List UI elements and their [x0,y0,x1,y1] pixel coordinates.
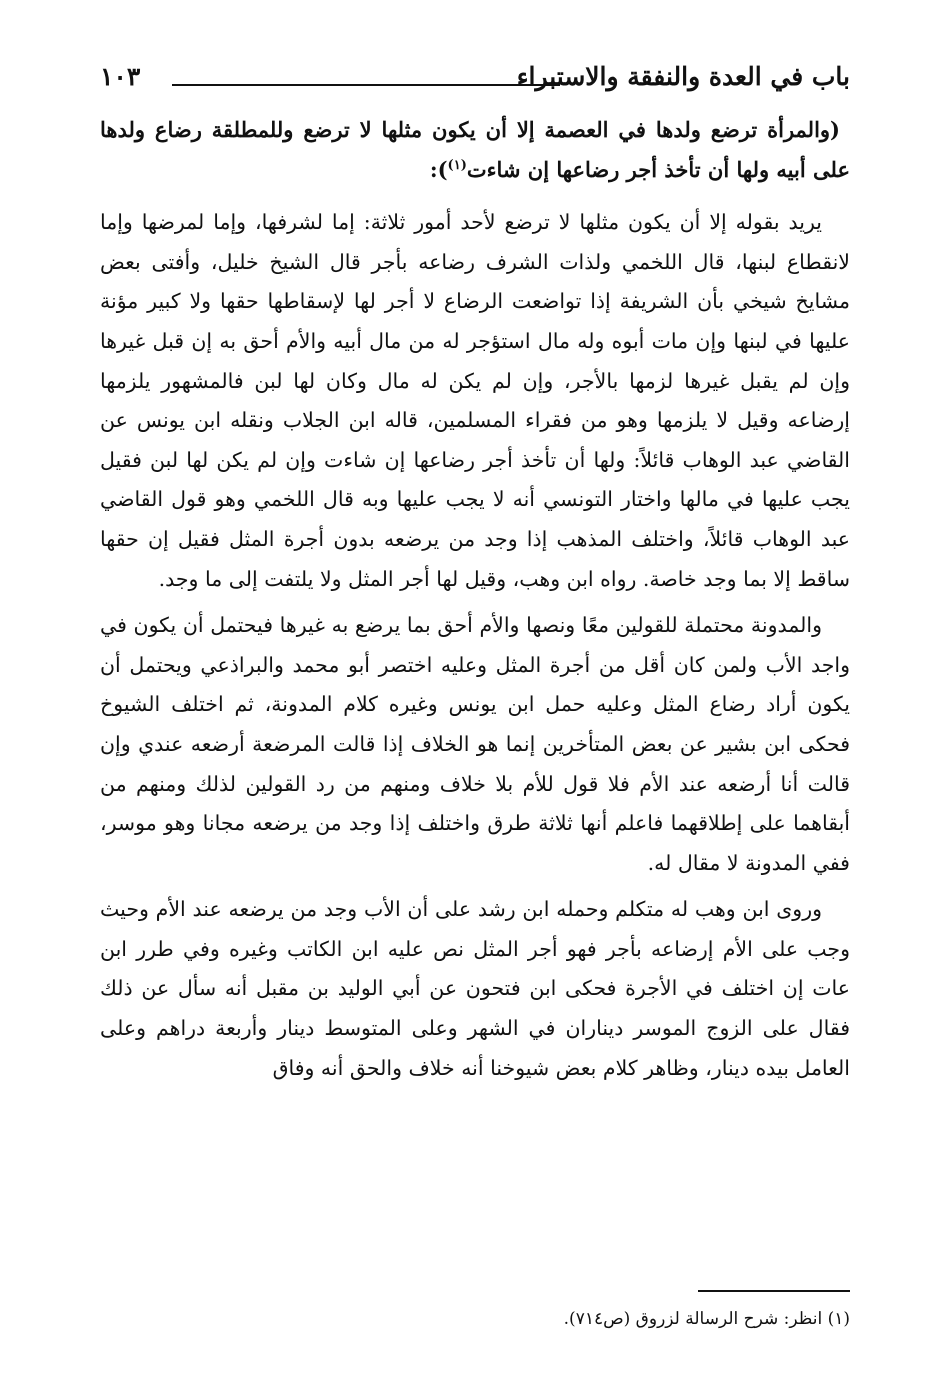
matn-text: (والمرأة ترضع ولدها في العصمة إلا أن يكون مثلها لا ترضع وللمطلقة رضاع ولدها على أبيه ولها أن تأخذ أجر رضاعها إن شاءت [100,117,850,182]
commentary-paragraph-3: وروى ابن وهب له متكلم وحمله ابن رشد على أن الأب وجد من يرضعه عند الأم وحيث وجب على الأم إرضاعه بأجر فهو أجر المثل نص عليه ابن الكاتب وغيره وفي طرر ابن عات إن اختلف في الأجرة فحكى ابن فتحون عن أبي الوليد بن مقبل أنه سأل عن ذلك فقال على الزوج الموسر ديناران في الشهر وعلى المتوسط دينار وأربعة دراهم وعلى العامل بيده دينار، وظاهر كلام بعض شيوخنا أنه خلاف والحق أنه وفاق [100,897,850,1080]
matn-paragraph [100,110,850,189]
commentary-paragraph-2: والمدونة محتملة للقولين معًا ونصها والأم أحق بما يرضع به غيرها فيحتمل أن يكون في واجد الأب ولمن كان أقل من أجرة المثل وعليه اختصر أبو محمد والبراذعي ويحتمل أن يكون أراد رضاع المثل وعليه حمل ابن يونس وغيره كلام المدونة، ثم اختلف الشيوخ فحكى ابن بشير عن بعض المتأخرين إنما هو الخلاف إذا قالت المرضعة أرضعه عندي وإن قالت أنا أرضعه عند الأم فلا قول للأم بلا خلاف ومنهم من رد القولين لذلك ومنهم من أبقاهما على إطلاقهما فاعلم أنها ثلاثة طرق واختلف إذا وجد من يرضعه مجانا وهو موسر، ففي المدونة لا مقال له. [100,613,850,875]
commentary-paragraph-1: يريد بقوله إلا أن يكون مثلها لا ترضع لأحد أمور ثلاثة: إما لشرفها، وإما لمرضها وإما لانقطاع لبنها، قال اللخمي ولذات الشرف رضاعه بأجر قال الشيخ خليل، وأفتى بعض مشايخ شيخي بأن الشريفة إذا تواضعت الرضاع لا أجر لها لإسقاطها حقها ولا كبير مؤنة عليها في لبنها وإن مات أبوه وله مال استؤجر له من مال أبيه والأم أحق به إن قبل غيرها وإن لم يقبل غيرها لزمها بالأجر، وإن لم يكن له مال وكان لها لبن فالمشهور يلزمها إرضاعه وقيل لا يلزمها وهو من فقراء المسلمين، قاله ابن الجلاب ونقله ابن يونس عن القاضي عبد الوهاب قائلاً: ولها أن تأخذ أجر رضاعها إن شاءت وإن لم يكن لها لبن فقيل يجب عليها في مالها واختار التونسي أنه لا يجب عليها وبه قال اللخمي وهو قول القاضي عبد الوهاب قائلاً، واختلف المذهب إذا وجد من يرضعه بدون أجرة المثل فقيل إن حقها ساقط إلا بما وجد خاصة. رواه ابن وهب، وقيل لها أجر المثل ولا يلتفت إلى ما وجد. [100,210,850,591]
header-rule [172,84,560,86]
footnote: (١) انظر: شرح الرسالة لزروق (ص٧١٤). [563,1309,850,1329]
running-header [100,60,850,106]
page-number: ١٠٣ [100,62,141,91]
main-text [100,110,850,1095]
footnote-separator [698,1290,850,1292]
footnote-reference: (١) [447,157,467,173]
matn-closing: ): [429,156,448,182]
chapter-title: باب في العدة والنفقة والاستبراء [516,62,850,91]
